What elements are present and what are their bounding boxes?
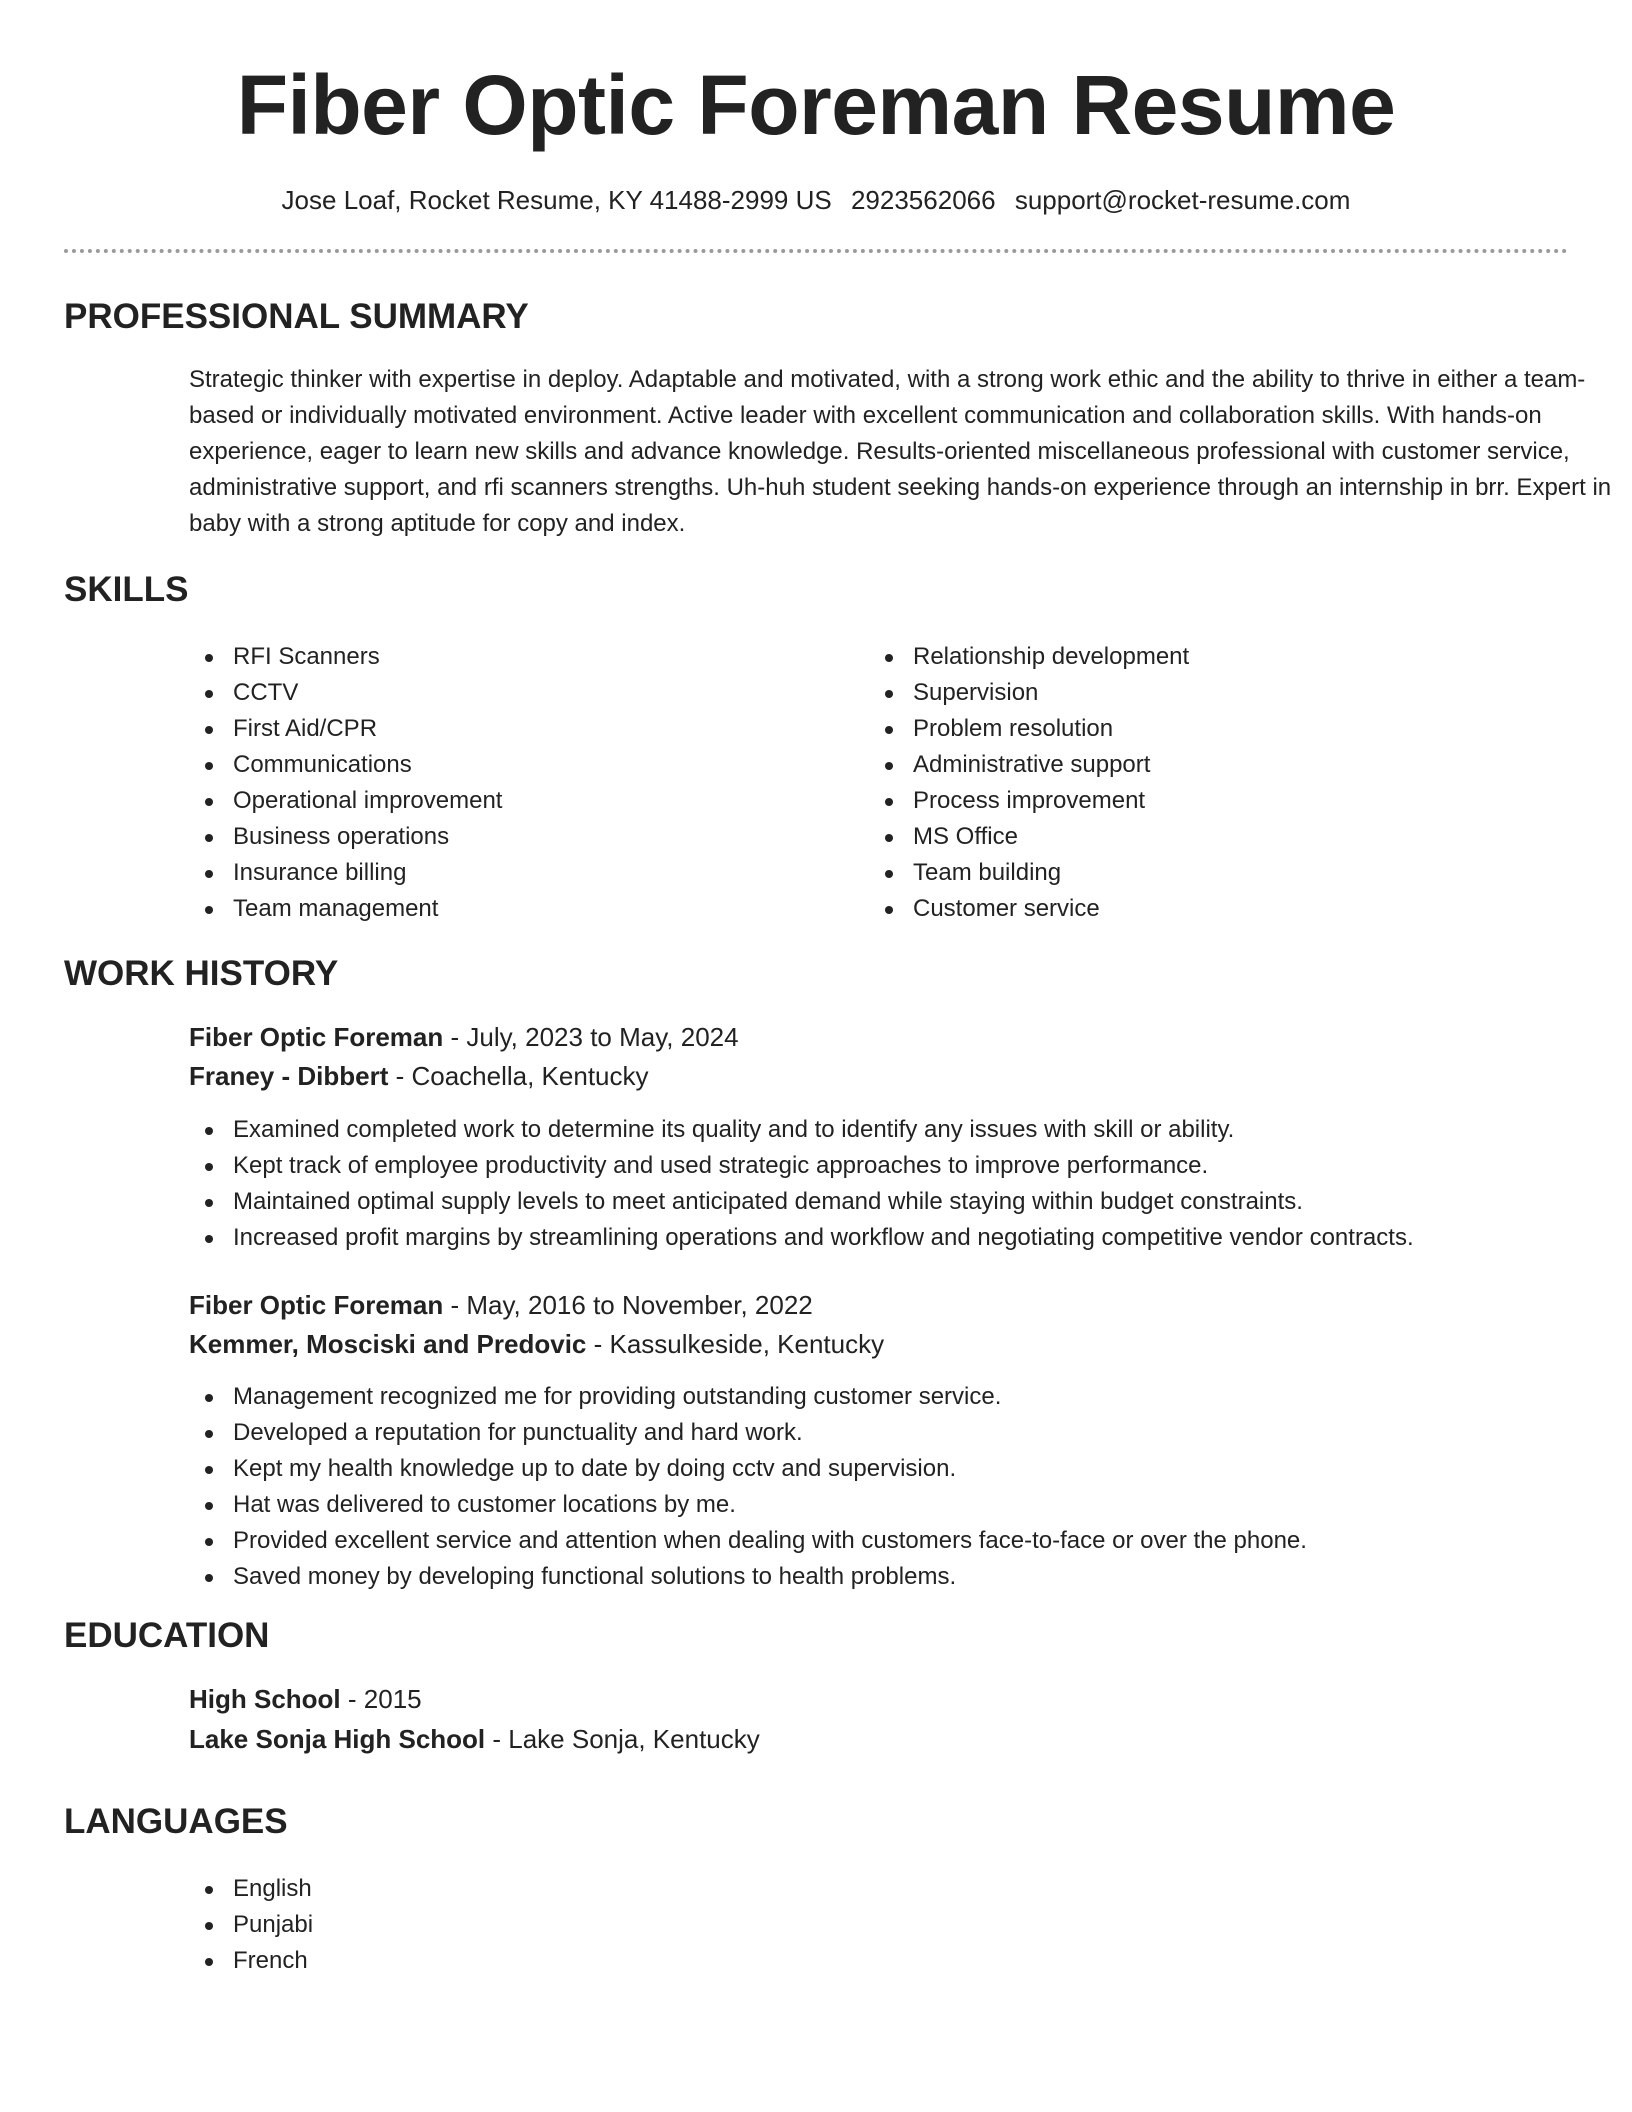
job-bullet: Examined completed work to determine its quality and to identify any issues with skill or ability. xyxy=(189,1112,1629,1148)
languages-list xyxy=(189,1871,589,1979)
language-item: French xyxy=(189,1943,589,1979)
skill-item: Business operations xyxy=(189,819,829,855)
section-title-skills: SKILLS xyxy=(64,570,189,609)
skill-item: Team building xyxy=(869,855,1509,891)
resume-page xyxy=(64,0,1612,1974)
job-title-line xyxy=(189,1019,739,1055)
skill-item: RFI Scanners xyxy=(189,639,829,675)
job-dates: - July, 2023 to May, 2024 xyxy=(443,1022,739,1052)
education-degree-line xyxy=(189,1681,422,1717)
skill-item: Administrative support xyxy=(869,747,1509,783)
section-title-languages: LANGUAGES xyxy=(64,1802,288,1841)
skills-list-left xyxy=(189,639,829,927)
skill-item: First Aid/CPR xyxy=(189,711,829,747)
job-bullet: Provided excellent service and attention when dealing with customers face-to-face or over the phone. xyxy=(189,1523,1629,1559)
job-title: Fiber Optic Foreman xyxy=(189,1290,444,1320)
job-company-line xyxy=(189,1058,649,1094)
skill-item: Problem resolution xyxy=(869,711,1509,747)
skill-item: CCTV xyxy=(189,675,829,711)
contact-email: support@rocket-resume.com xyxy=(1014,185,1351,215)
section-title-summary: PROFESSIONAL SUMMARY xyxy=(64,297,529,336)
job-company: Franey - Dibbert xyxy=(189,1061,389,1091)
education-degree: High School xyxy=(189,1684,341,1714)
resume-title: Fiber Optic Foreman Resume xyxy=(236,58,1396,152)
skill-item: Communications xyxy=(189,747,829,783)
language-item: Punjabi xyxy=(189,1907,589,1943)
job-company-line xyxy=(189,1326,884,1362)
skills-list-right xyxy=(869,639,1509,927)
job-location: - Coachella, Kentucky xyxy=(388,1061,649,1091)
job-title-line xyxy=(189,1287,813,1323)
job-bullets xyxy=(189,1112,1629,1256)
job-bullet: Developed a reputation for punctuality and hard work. xyxy=(189,1415,1629,1451)
job-location: - Kassulkeside, Kentucky xyxy=(586,1329,885,1359)
job-bullet: Hat was delivered to customer locations by me. xyxy=(189,1487,1629,1523)
language-item: English xyxy=(189,1871,589,1907)
job-bullet: Saved money by developing functional solutions to health problems. xyxy=(189,1559,1629,1595)
section-title-education: EDUCATION xyxy=(64,1616,270,1655)
section-title-work: WORK HISTORY xyxy=(64,954,339,993)
education-location: - Lake Sonja, Kentucky xyxy=(485,1724,760,1754)
skill-item: Supervision xyxy=(869,675,1509,711)
skill-item: Insurance billing xyxy=(189,855,829,891)
education-year: - 2015 xyxy=(340,1684,422,1714)
job-bullet: Increased profit margins by streamlining operations and workflow and negotiating competitive vendor contracts. xyxy=(189,1220,1629,1256)
job-bullet: Management recognized me for providing outstanding customer service. xyxy=(189,1379,1629,1415)
summary-text: Strategic thinker with expertise in deploy. Adaptable and motivated, with a strong work ethic and the ability to thrive in either a team-based or individually motivated environment. Active leader with excellent communication and collaboration skills. With hands-on experience, eager to learn new skills and advance knowledge. Results-oriented miscellaneous professional with customer service, administrative support, and rfi scanners strengths. Uh-huh student seeking hands-on experience through an internship in brr. Expert in baby with a strong aptitude for copy and index. xyxy=(189,366,1612,537)
job-company: Kemmer, Mosciski and Predovic xyxy=(189,1329,587,1359)
job-title: Fiber Optic Foreman xyxy=(189,1022,444,1052)
job-bullets xyxy=(189,1379,1629,1595)
header-divider xyxy=(64,249,1568,253)
job-bullet: Maintained optimal supply levels to meet anticipated demand while staying within budget constraints. xyxy=(189,1184,1629,1220)
contact-phone: 2923562066 xyxy=(850,185,996,215)
contact-line xyxy=(64,183,1568,217)
skill-item: MS Office xyxy=(869,819,1509,855)
skill-item: Customer service xyxy=(869,891,1509,927)
job-dates: - May, 2016 to November, 2022 xyxy=(443,1290,813,1320)
education-school-line xyxy=(189,1721,760,1757)
skill-item: Relationship development xyxy=(869,639,1509,675)
skill-item: Team management xyxy=(189,891,829,927)
contact-address: Jose Loaf, Rocket Resume, KY 41488-2999 US xyxy=(281,185,832,215)
education-school: Lake Sonja High School xyxy=(189,1724,486,1754)
job-bullet: Kept my health knowledge up to date by doing cctv and supervision. xyxy=(189,1451,1629,1487)
skill-item: Operational improvement xyxy=(189,783,829,819)
skill-item: Process improvement xyxy=(869,783,1509,819)
job-bullet: Kept track of employee productivity and used strategic approaches to improve performance. xyxy=(189,1148,1629,1184)
